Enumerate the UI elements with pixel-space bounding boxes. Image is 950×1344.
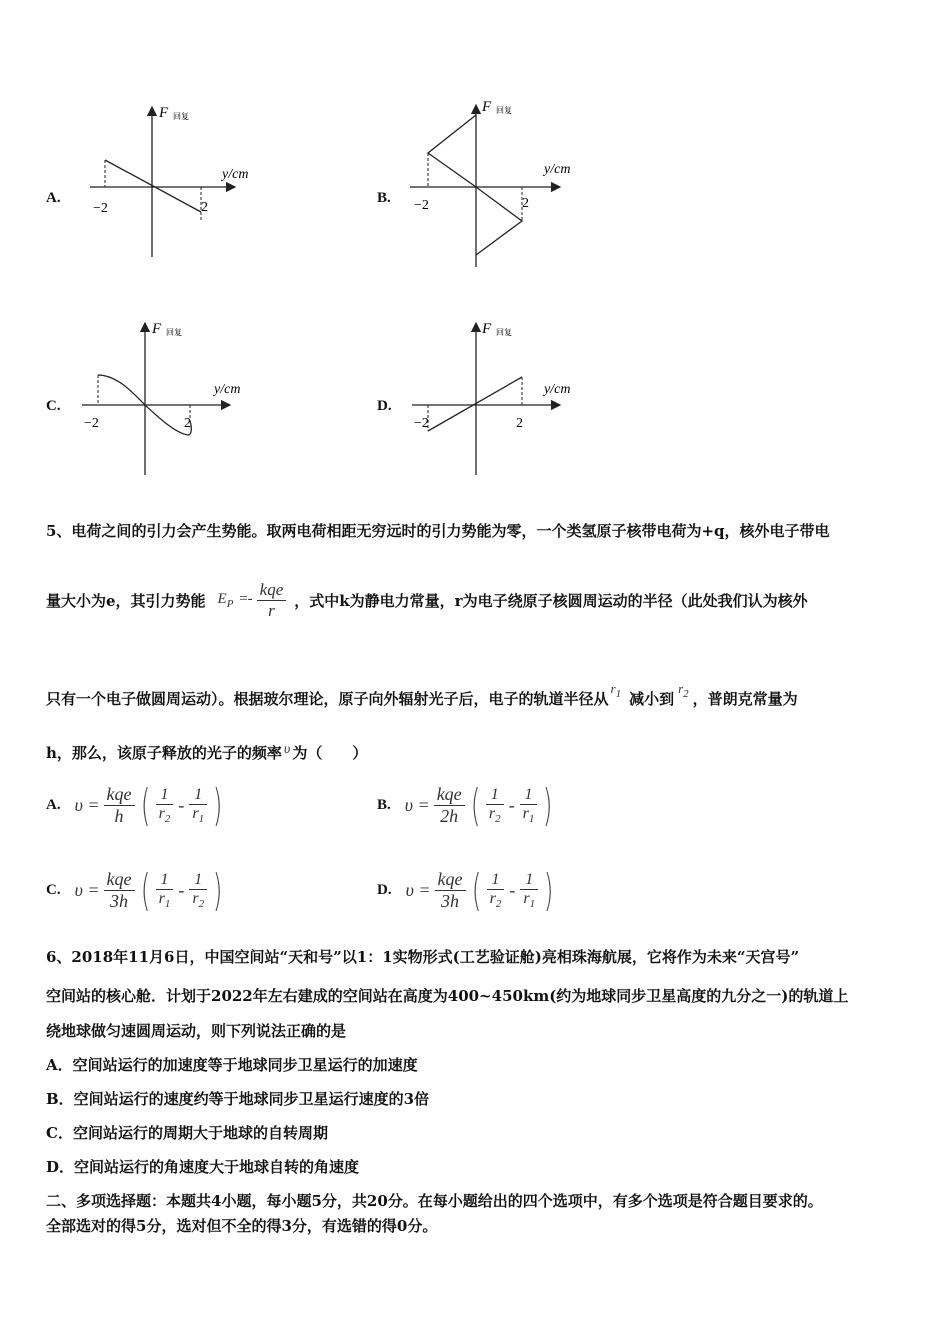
frequency-symbol: υ (283, 741, 291, 757)
axis-label-x: y/cm (222, 167, 249, 182)
option-letter: C. (46, 398, 61, 414)
section-2-line-2: 全部选对的得5分，选对但不全的得3分，有选错的得0分。 (46, 1217, 438, 1235)
option-main-fraction: $\frac{\text{kqe}}{3h}$ (435, 869, 466, 912)
tick-neg: −2 (414, 198, 429, 213)
option-fraction-b: $\frac{1}{r_1}$ (189, 786, 207, 825)
option-main-fraction: $\frac{\text{kqe}}{2h}$ (434, 784, 465, 827)
q5-option-b[interactable] (377, 780, 556, 831)
option-fraction-a: $\frac{1}{r_2}$ (487, 871, 505, 910)
tick-pos: 2 (201, 200, 208, 215)
option-lhs: υ = (405, 880, 431, 900)
right-paren: ) (213, 780, 223, 831)
potential-energy-fraction: $\frac{\text{kqe}}{r}$ (257, 580, 287, 621)
option-letter: A. (46, 797, 61, 813)
axis-label-f: F (482, 99, 492, 115)
left-paren: ( (140, 780, 150, 831)
potential-energy-formula: $E_P$ =- (217, 590, 253, 610)
minus-sign: - (178, 880, 185, 900)
q6-option-a[interactable]: A．空间站运行的加速度等于地球同步卫星运行的加速度 (46, 1056, 418, 1074)
q6-line-2: 空间站的核心舱．计划于2022年左右建成的空间站在高度为400~450km(约为地球同步卫星高度的九分之一)的轨道上 (46, 987, 849, 1005)
q6-option-c[interactable]: C．空间站运行的周期大于地球的自转周期 (46, 1124, 328, 1142)
q5-option-c[interactable] (46, 865, 226, 916)
tick-pos: 2 (522, 196, 529, 211)
option-letter: B. (377, 190, 391, 206)
q5-line-3: 只有一个电子做圆周运动）。根据玻尔理论，原子向外辐射光子后，电子的轨道半径从 $r_1$ 减小到 $r_2$ ，普朗克常量为 (46, 681, 798, 708)
q5-line-2-post: ，式中k为静电力常量，r为电子绕原子核圆周运动的半径（此处我们认为核外 (294, 591, 808, 610)
right-paren: ) (213, 865, 223, 916)
option-fraction-b: $\frac{1}{r_1}$ (520, 786, 538, 825)
q6-line-3: 绕地球做匀速圆周运动，则下列说法正确的是 (46, 1022, 347, 1040)
graph-line (105, 160, 201, 212)
option-fraction-a: $\frac{1}{r_2}$ (486, 786, 504, 825)
r2-symbol: $r_2$ (678, 681, 689, 700)
axis-label-x: y/cm (544, 382, 571, 397)
option-letter: C. (46, 882, 61, 898)
option-fraction-b: $\frac{1}{r_1}$ (520, 871, 538, 910)
tick-neg: −2 (93, 201, 108, 216)
minus-sign: - (178, 795, 185, 815)
left-paren: ( (470, 780, 480, 831)
force-displacement-graph-d (410, 315, 610, 480)
graph-line (428, 377, 522, 431)
q5-option-a[interactable] (46, 780, 226, 831)
right-paren: ) (544, 865, 554, 916)
tick-neg: −2 (414, 416, 429, 431)
tick-pos: 2 (184, 416, 191, 431)
q6-line-1: 6、2018年11月6日，中国空间站“天和号”以1：1实物形式(工艺验证舱)亮相珠海航展，它将作为未来“天宫号” (46, 948, 800, 966)
q5-line-4: h，那么，该原子释放的光子的频率 υ 为（ ） (46, 741, 368, 762)
graph-line (428, 115, 522, 255)
q5-line-2-pre: 量大小为e，其引力势能 (46, 591, 206, 610)
option-main-fraction: $\frac{\text{kqe}}{h}$ (104, 784, 135, 827)
option-lhs: υ = (74, 795, 100, 815)
axis-label-x: y/cm (544, 162, 571, 177)
option-main-fraction: $\frac{\text{kqe}}{3h}$ (104, 869, 135, 912)
option-lhs: υ = (404, 795, 430, 815)
q5-line-2 (46, 580, 808, 620)
left-paren: ( (140, 865, 150, 916)
right-paren: ) (543, 780, 553, 831)
axis-label-f-sub: 回复 (496, 106, 512, 115)
option-letter: D. (377, 398, 392, 414)
axis-label-f-sub: 回复 (496, 328, 512, 337)
section-2-line-1: 二、多项选择题：本题共4小题，每小题5分，共20分。在每小题给出的四个选项中，有多个选项是符合题目要求的。 (46, 1192, 823, 1210)
minus-sign: - (508, 795, 515, 815)
axis-label-f: F (152, 321, 162, 337)
axis-label-x: y/cm (214, 382, 241, 397)
option-lhs: υ = (74, 880, 100, 900)
axis-label-f-sub: 回复 (166, 328, 182, 337)
r1-symbol: $r_1$ (610, 681, 622, 700)
option-letter: D. (377, 882, 392, 898)
option-letter: B. (377, 797, 391, 813)
axis-label-f: F (159, 105, 169, 121)
force-displacement-graph-b (410, 95, 610, 270)
minus-sign: - (509, 880, 516, 900)
q6-option-b[interactable]: B．空间站运行的速度约等于地球同步卫星运行速度的3倍 (46, 1090, 430, 1108)
force-displacement-graph-a (85, 95, 285, 265)
option-fraction-b: $\frac{1}{r_2}$ (189, 871, 207, 910)
option-fraction-a: $\frac{1}{r_1}$ (156, 871, 174, 910)
left-paren: ( (471, 865, 481, 916)
axis-label-f-sub: 回复 (173, 112, 189, 121)
tick-pos: 2 (516, 416, 523, 431)
q5-option-d[interactable] (377, 865, 557, 916)
axis-label-f: F (482, 321, 492, 337)
option-fraction-a: $\frac{1}{r_2}$ (156, 786, 174, 825)
q5-line-1: 5、电荷之间的引力会产生势能。取两电荷相距无穷远时的引力势能为零，一个类氢原子核带电荷为+q，核外电子带电 (46, 522, 830, 540)
tick-neg: −2 (84, 416, 99, 431)
option-letter: A. (46, 190, 61, 206)
q6-option-d[interactable]: D．空间站运行的角速度大于地球自转的角速度 (46, 1158, 360, 1176)
force-displacement-graph-c (80, 315, 280, 480)
